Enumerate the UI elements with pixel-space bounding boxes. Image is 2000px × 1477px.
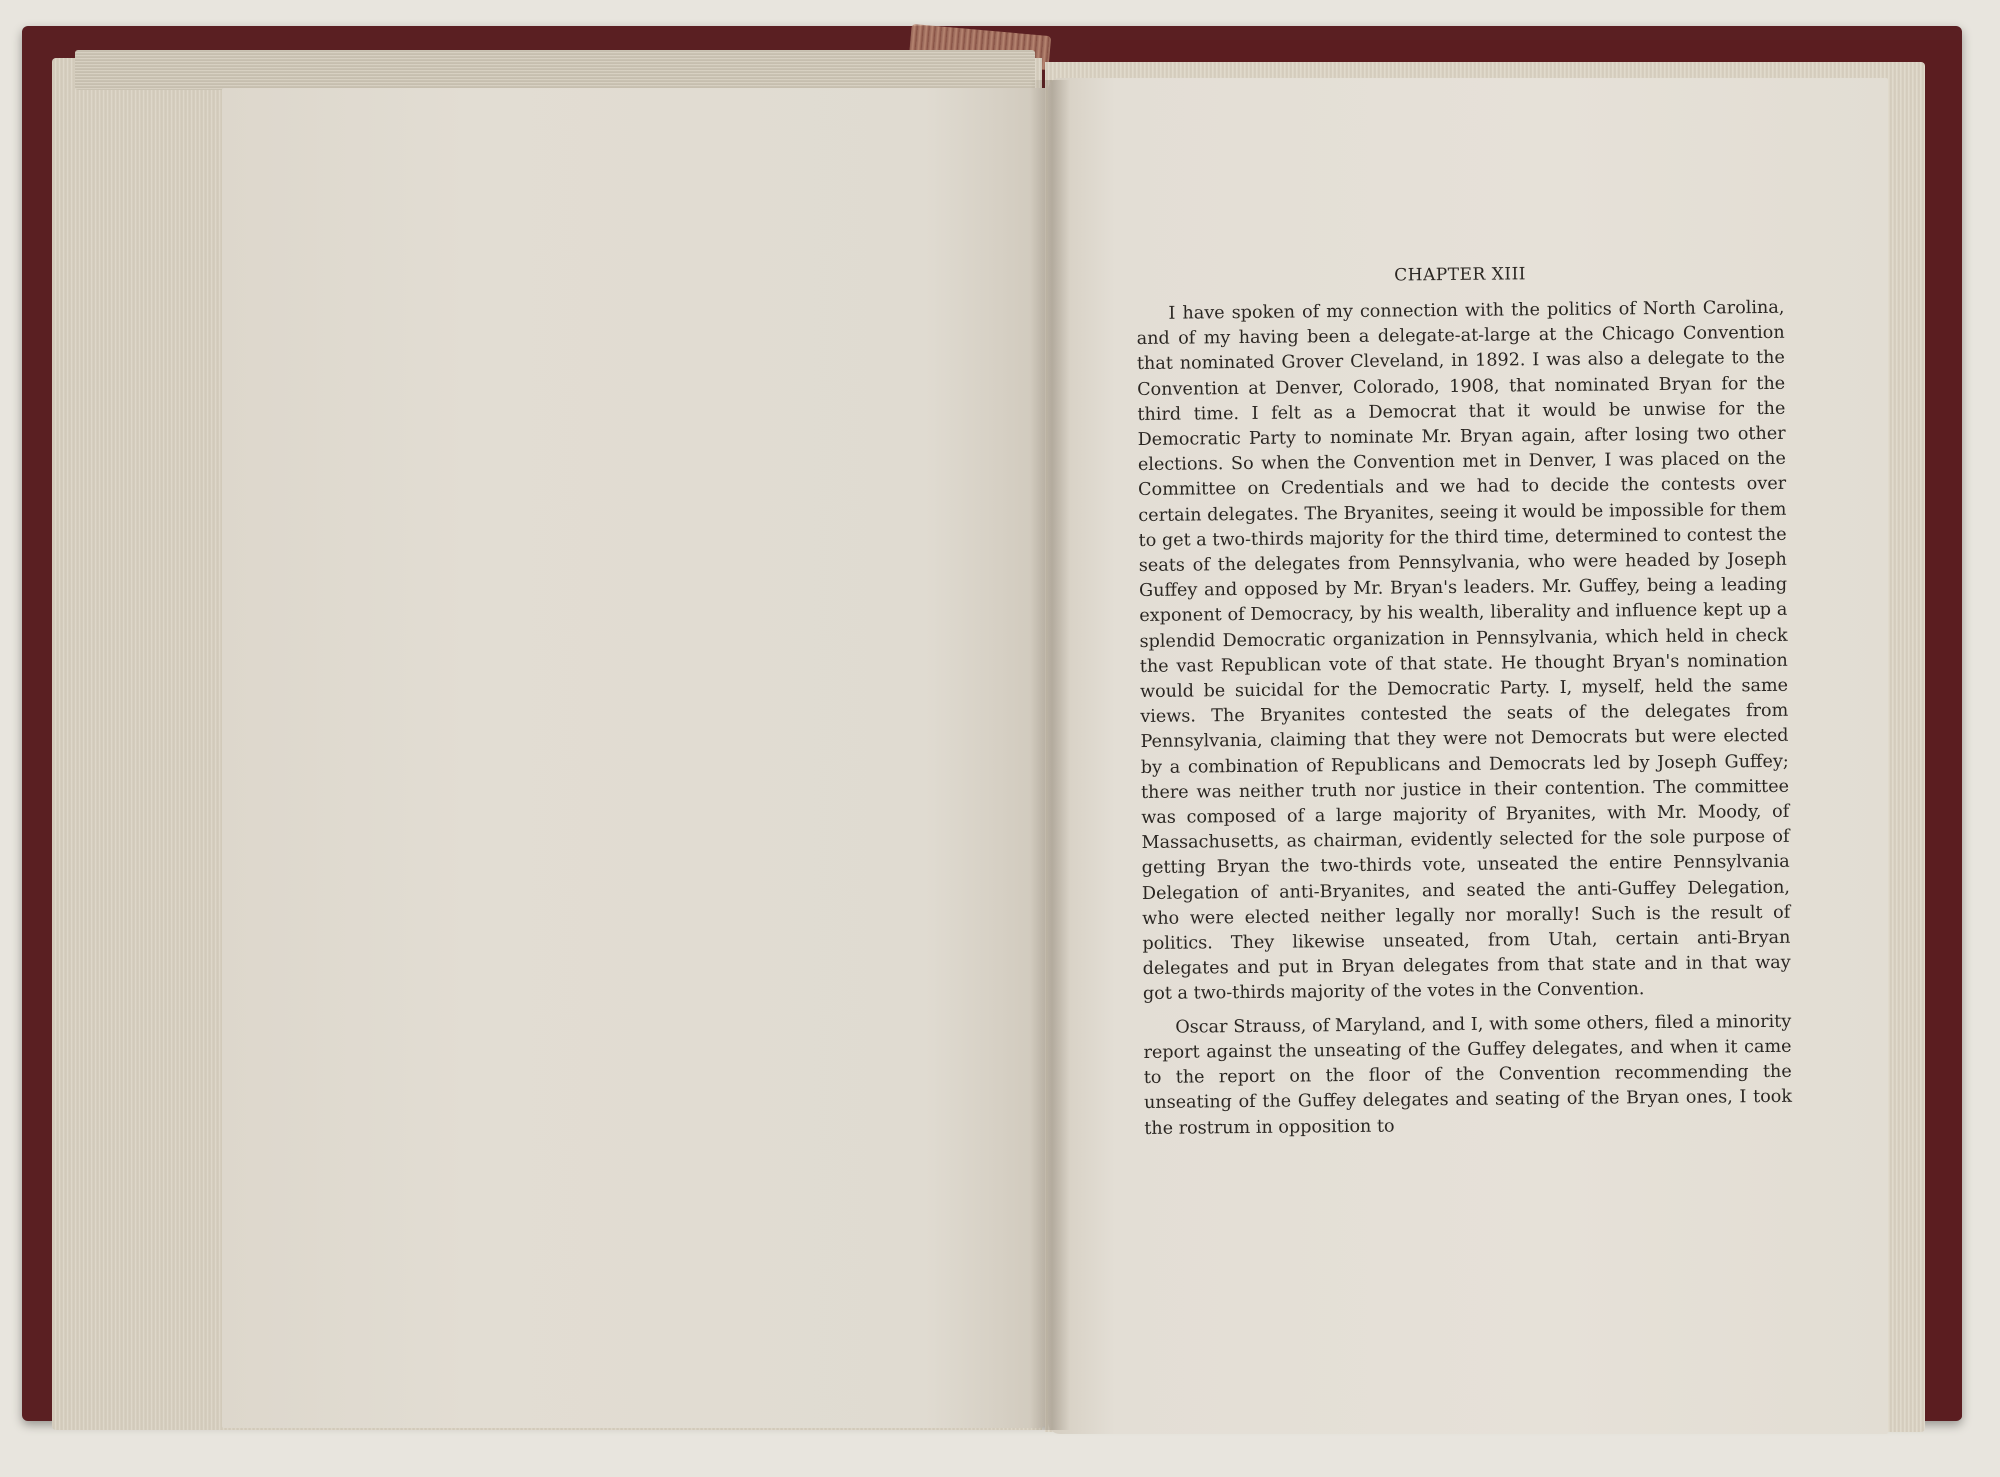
book-gutter [1030, 80, 1070, 1430]
chapter-heading: CHAPTER XIII [1394, 264, 1527, 286]
left-page-top-edges [75, 50, 1035, 90]
left-page-blank [222, 88, 1050, 1428]
right-page-text [1136, 262, 1792, 1142]
paragraph-2: Oscar Strauss, of Maryland, and I, with some others, filed a minority report against the unseating of the Guffey delegates, and when it came to the report on the floor of the Convention recommending the unseating of the Guffey delegates and seating of the Bryan ones, I took the rostrum in opposition to [1143, 1011, 1793, 1139]
paragraph-1: I have spoken of my connection with the politics of North Carolina, and of my having been a delegate-at-large at the Chicago Convention that nominated Grover Cleveland, in 1892. I was also a delegate to the Convention at Denver, Colorado, 1908, that nominated Bryan for the third time. I felt as a Democrat that it would be unwise for the Democratic Party to nominate Mr. Bryan again, after losing two other elections. So when the Convention met in Denver, I was placed on the Committee on Credentials and we had to decide the contests over certain delegates. The Bryanites, seeing it would be impossible for them to get a two-thirds majority for the third time, determined to contest the seats of the delegates from Pennsylvania, who were headed by Joseph Guffey and opposed by Mr. Bryan's leaders. Mr. Guffey, being a leading exponent of Democracy, by his wealth, liberality and influence kept up a splendid Democratic organization in Pennsylvania, which held in check the vast Republican vote of that state. He thought Bryan's nomination would be suicidal for the Democratic Party. I, myself, held the same views. The Bryanites contested the seats of the delegates from Pennsylvania, claiming that they were not Democrats but were elected by a combination of Republicans and Democrats led by Joseph Guffey; there was neither truth nor justice in their contention. The committee was composed of a large majority of Bryanites, with Mr. Moody, of Massachusetts, as chairman, evidently selected for the sole purpose of getting Bryan the two-thirds vote, unseated the entire Pennsylvania Delegation of anti-Bryanites, and seated the anti-Guffey Delegation, who were elected neither legally nor morally! Such is the result of politics. They likewise unseated, from Utah, certain anti-Bryan delegates and put in Bryan delegates from that state and in that way got a two-thirds majority of the votes in the Convention. [1136, 297, 1791, 1005]
